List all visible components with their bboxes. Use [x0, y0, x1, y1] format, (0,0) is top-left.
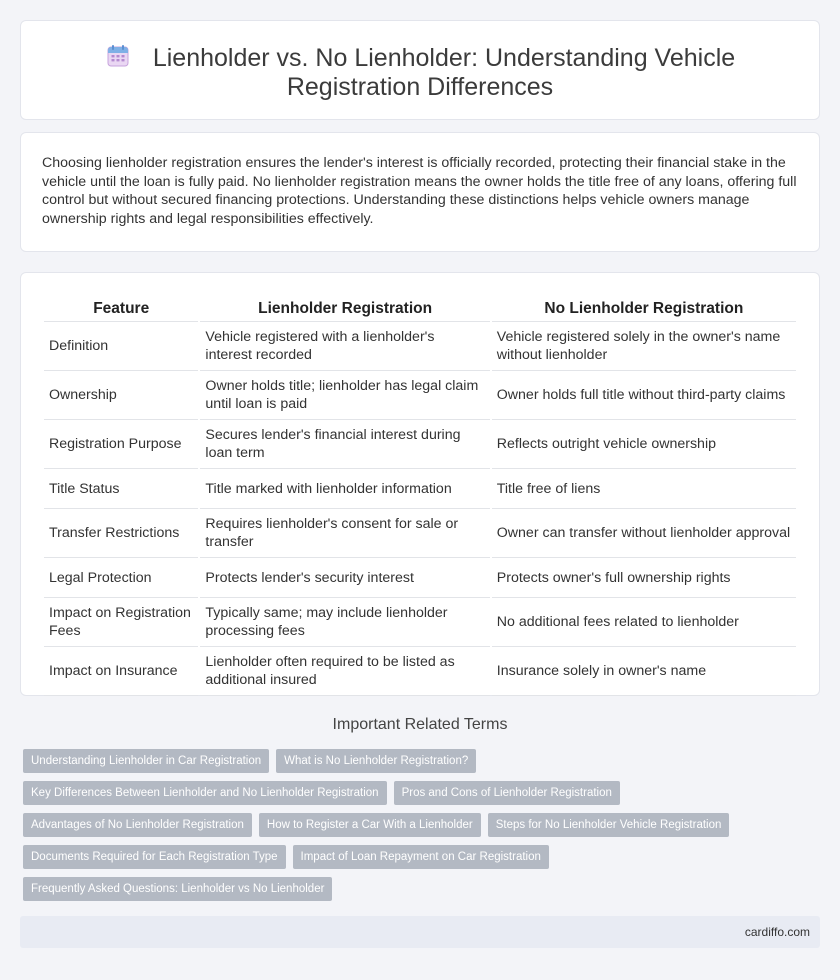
feature-cell: Definition [44, 322, 198, 371]
lienholder-cell: Lienholder often required to be listed as additional insured [200, 647, 489, 696]
table-header-row [44, 296, 796, 322]
table-row [44, 509, 796, 558]
calendar-icon [105, 43, 131, 69]
related-term-tag[interactable]: What is No Lienholder Registration? [276, 749, 476, 773]
lienholder-cell: Title marked with lienholder information [200, 469, 489, 509]
feature-cell: Registration Purpose [44, 420, 198, 469]
intro-paragraph: Choosing lienholder registration ensures the lender's interest is officially recorded, protecting their financial stake in the vehicle until the loan is fully paid. No lienholder registration means the owner holds the title free of any loans, offering full control but without secured financing protections. Understanding these distinctions helps vehicle owners manage ownership rights and legal responsibilities effectively. [42, 155, 797, 227]
table-row [44, 469, 796, 509]
tag-row [23, 749, 476, 773]
header-feature: Feature [44, 296, 198, 322]
lienholder-cell: Requires lienholder's consent for sale or transfer [200, 509, 489, 558]
no-lienholder-cell: Owner holds full title without third-party claims [492, 371, 796, 420]
title-card [20, 20, 820, 120]
tag-row [23, 877, 332, 901]
related-term-tag[interactable]: Pros and Cons of Lienholder Registration [394, 781, 620, 805]
header-lienholder: Lienholder Registration [200, 296, 489, 322]
related-terms-heading: Important Related Terms [332, 716, 508, 733]
tag-row [23, 781, 620, 805]
table-row [44, 558, 796, 598]
no-lienholder-cell: Vehicle registered solely in the owner's name without lienholder [492, 322, 796, 371]
no-lienholder-cell: Insurance solely in owner's name [492, 647, 796, 696]
no-lienholder-cell: Title free of liens [492, 469, 796, 509]
feature-cell: Transfer Restrictions [44, 509, 198, 558]
no-lienholder-cell: Protects owner's full ownership rights [492, 558, 796, 598]
lienholder-cell: Secures lender's financial interest during loan term [200, 420, 489, 469]
related-term-tag[interactable]: Key Differences Between Lienholder and No Lienholder Registration [23, 781, 387, 805]
lienholder-cell: Vehicle registered with a lienholder's interest recorded [200, 322, 489, 371]
comparison-card [20, 272, 820, 696]
table-row [44, 420, 796, 469]
feature-cell: Impact on Insurance [44, 647, 198, 696]
lienholder-cell: Protects lender's security interest [200, 558, 489, 598]
related-term-tag[interactable]: Frequently Asked Questions: Lienholder vs No Lienholder [23, 877, 332, 901]
table-row [44, 322, 796, 371]
page-title-text: Lienholder vs. No Lienholder: Understanding Vehicle Registration Differences [152, 44, 736, 101]
comparison-table [42, 296, 798, 696]
table-row [44, 647, 796, 696]
related-term-tag[interactable]: Documents Required for Each Registration Type [23, 845, 286, 869]
no-lienholder-cell: No additional fees related to lienholder [492, 598, 796, 647]
feature-cell: Impact on Registration Fees [44, 598, 198, 647]
related-term-tag[interactable]: Understanding Lienholder in Car Registration [23, 749, 269, 773]
no-lienholder-cell: Reflects outright vehicle ownership [492, 420, 796, 469]
related-term-tag[interactable]: Steps for No Lienholder Vehicle Registration [488, 813, 730, 837]
tag-row [23, 813, 729, 837]
table-row [44, 371, 796, 420]
feature-cell: Legal Protection [44, 558, 198, 598]
table-row [44, 598, 796, 647]
intro-card [20, 132, 820, 252]
tag-row [23, 845, 549, 869]
related-term-tag[interactable]: Impact of Loan Repayment on Car Registration [293, 845, 549, 869]
page-title [21, 43, 819, 102]
lienholder-cell: Owner holds title; lienholder has legal claim until loan is paid [200, 371, 489, 420]
related-term-tag[interactable]: Advantages of No Lienholder Registration [23, 813, 252, 837]
feature-cell: Title Status [44, 469, 198, 509]
lienholder-cell: Typically same; may include lienholder processing fees [200, 598, 489, 647]
no-lienholder-cell: Owner can transfer without lienholder approval [492, 509, 796, 558]
related-term-tag[interactable]: How to Register a Car With a Lienholder [259, 813, 481, 837]
feature-cell: Ownership [44, 371, 198, 420]
header-no-lienholder: No Lienholder Registration [492, 296, 796, 322]
footer-site-link[interactable]: cardiffo.com [744, 925, 810, 939]
footer [20, 916, 820, 948]
